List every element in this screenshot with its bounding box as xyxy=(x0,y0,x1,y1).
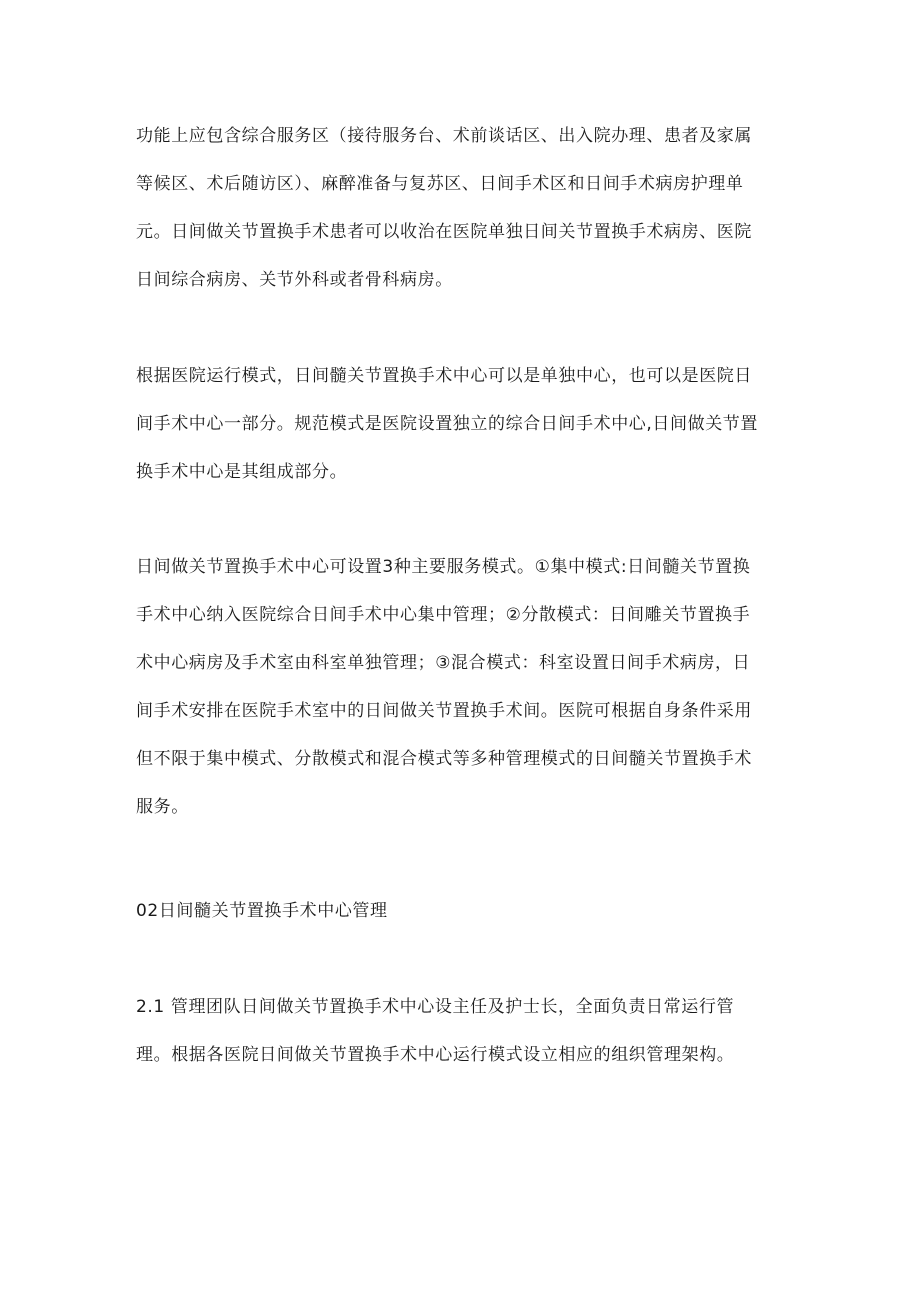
text-line: 服务。 xyxy=(136,797,189,817)
paragraph-operating-mode xyxy=(136,352,796,496)
text-line: 但不限于集中模式、分散模式和混合模式等多种管理模式的日间髓关节置换手术 xyxy=(136,749,752,769)
text-line: 元。日间做关节置换手术患者可以收治在医院单独日间关节置换手术病房、医院 xyxy=(136,222,752,242)
paragraph-functional-areas xyxy=(136,112,796,304)
section-heading xyxy=(136,887,796,935)
heading-text: 02日间髓关节置换手术中心管理 xyxy=(136,901,388,921)
text-line: 等候区、术后随访区）、麻醉准备与复苏区、日间手术区和日间手术病房护理单 xyxy=(136,174,744,194)
paragraph-service-modes xyxy=(136,543,796,831)
text-line: 间手术中心一部分。规范模式是医院设置独立的综合日间手术中心,日间做关节置 xyxy=(136,414,759,434)
text-line: 换手术中心是其组成部分。 xyxy=(136,462,348,482)
text-line: 手术中心纳入医院综合日间手术中心集中管理；②分散模式：日间雕关节置换手 xyxy=(136,605,751,625)
text-line: 理。根据各医院日间做关节置换手术中心运行模式设立相应的组织管理架构。 xyxy=(136,1045,735,1065)
paragraph-management-team xyxy=(136,983,796,1079)
text-line: 根据医院运行模式，日间髓关节置换手术中心可以是单独中心，也可以是医院日 xyxy=(136,366,752,386)
text-line: 术中心病房及手术室由科室单独管理；③混合模式：科室设置日间手术病房，日 xyxy=(136,653,751,673)
text-line: 间手术安排在医院手术室中的日间做关节置换手术间。医院可根据自身条件采用 xyxy=(136,701,752,721)
text-line: 日间综合病房、关节外科或者骨科病房。 xyxy=(136,270,453,290)
text-line: 日间做关节置换手术中心可设置3种主要服务模式。①集中模式:日间髓关节置换 xyxy=(136,557,751,577)
text-line: 功能上应包含综合服务区（接待服务台、术前谈话区、出入院办理、患者及家属 xyxy=(136,126,752,146)
text-line: 2.1 管理团队日间做关节置换手术中心设主任及护士长，全面负责日常运行管 xyxy=(136,997,735,1017)
